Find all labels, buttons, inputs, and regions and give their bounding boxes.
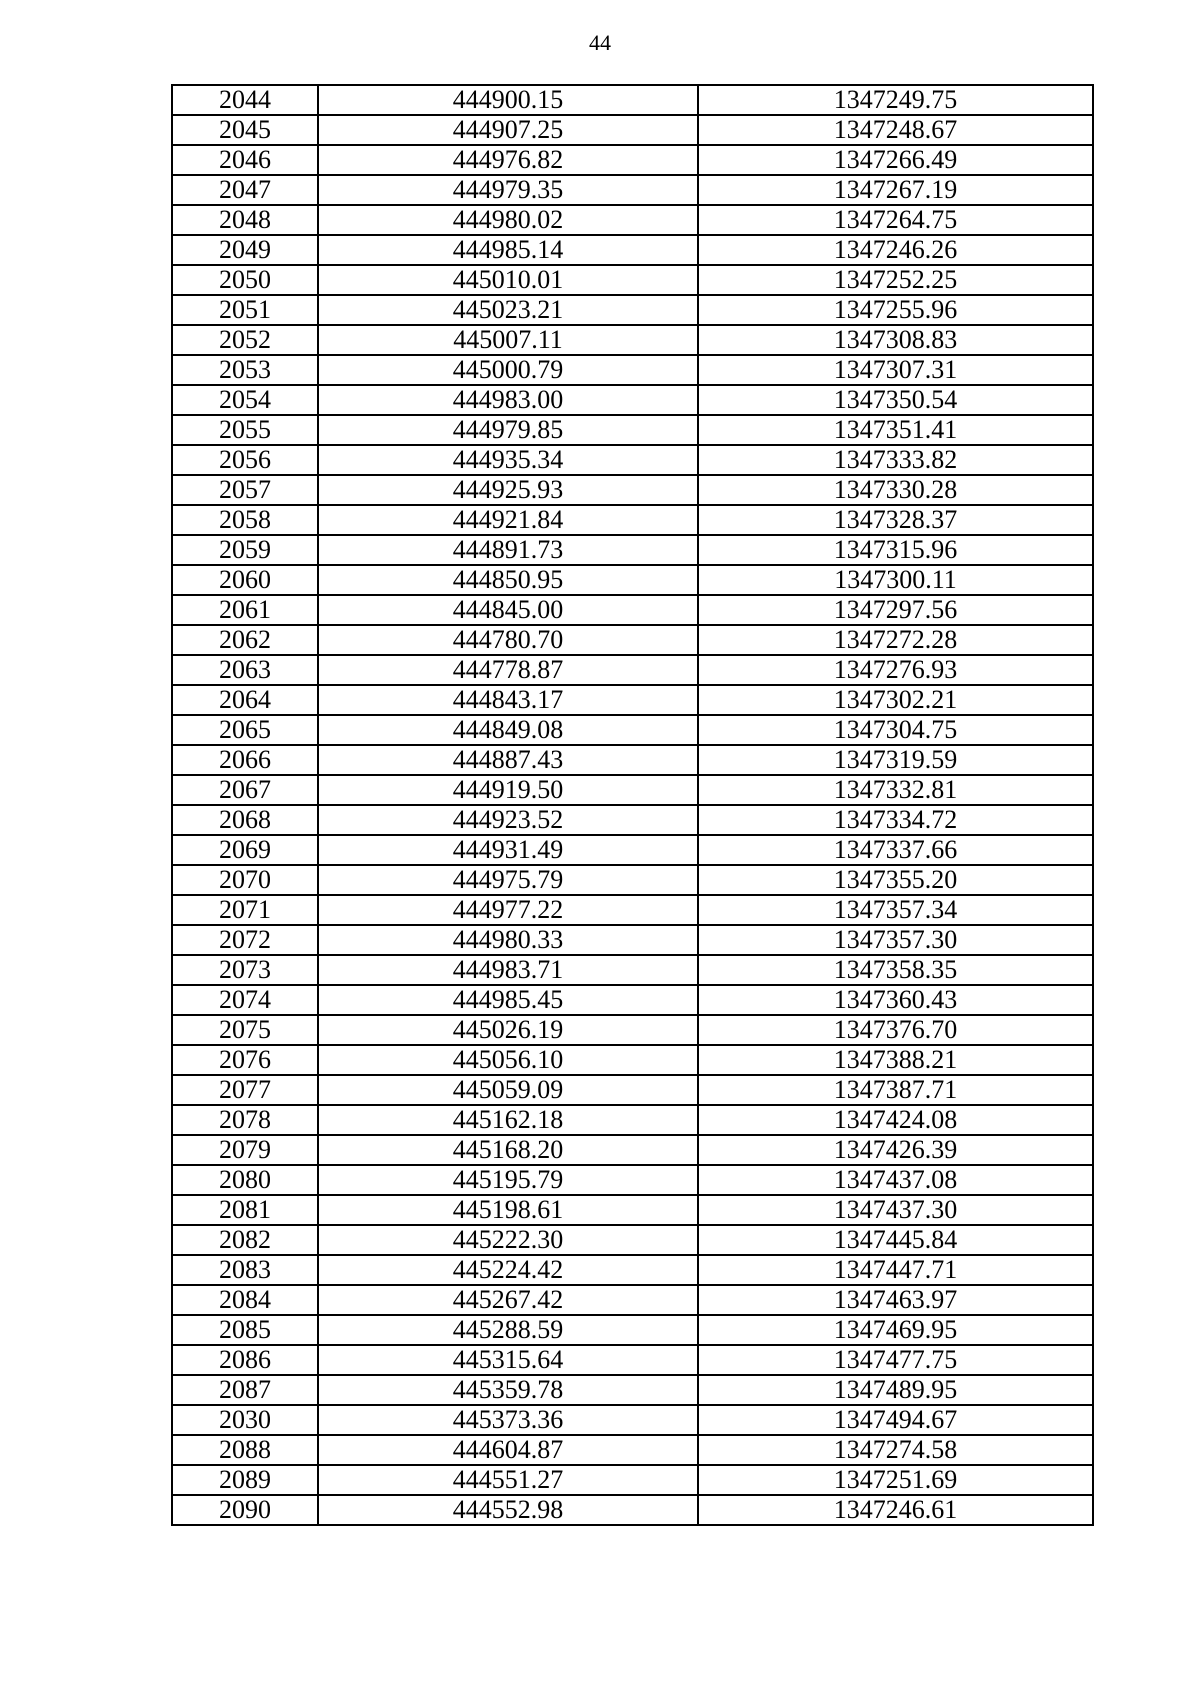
x-coordinate-cell: 444551.27 (318, 1465, 698, 1495)
y-coordinate-cell: 1347426.39 (698, 1135, 1093, 1165)
y-coordinate-cell: 1347358.35 (698, 955, 1093, 985)
x-coordinate-cell: 444552.98 (318, 1495, 698, 1525)
y-coordinate-cell: 1347274.58 (698, 1435, 1093, 1465)
point-number-cell: 2087 (172, 1375, 318, 1405)
table-row (172, 565, 1093, 595)
point-number-cell: 2061 (172, 595, 318, 625)
point-number-cell: 2044 (172, 85, 318, 115)
point-number-cell: 2030 (172, 1405, 318, 1435)
y-coordinate-cell: 1347302.21 (698, 685, 1093, 715)
point-number-cell: 2073 (172, 955, 318, 985)
y-coordinate-cell: 1347267.19 (698, 175, 1093, 205)
x-coordinate-cell: 444925.93 (318, 475, 698, 505)
x-coordinate-cell: 444980.33 (318, 925, 698, 955)
x-coordinate-cell: 444921.84 (318, 505, 698, 535)
table-row (172, 955, 1093, 985)
point-number-cell: 2054 (172, 385, 318, 415)
point-number-cell: 2085 (172, 1315, 318, 1345)
y-coordinate-cell: 1347477.75 (698, 1345, 1093, 1375)
table-row (172, 475, 1093, 505)
x-coordinate-cell: 444983.71 (318, 955, 698, 985)
y-coordinate-cell: 1347333.82 (698, 445, 1093, 475)
table-row (172, 175, 1093, 205)
y-coordinate-cell: 1347463.97 (698, 1285, 1093, 1315)
point-number-cell: 2052 (172, 325, 318, 355)
y-coordinate-cell: 1347351.41 (698, 415, 1093, 445)
point-number-cell: 2086 (172, 1345, 318, 1375)
x-coordinate-cell: 444891.73 (318, 535, 698, 565)
x-coordinate-cell: 444845.00 (318, 595, 698, 625)
x-coordinate-cell: 445224.42 (318, 1255, 698, 1285)
table-row (172, 1225, 1093, 1255)
point-number-cell: 2056 (172, 445, 318, 475)
table-row (172, 445, 1093, 475)
point-number-cell: 2084 (172, 1285, 318, 1315)
table-row (172, 325, 1093, 355)
point-number-cell: 2047 (172, 175, 318, 205)
point-number-cell: 2080 (172, 1165, 318, 1195)
y-coordinate-cell: 1347300.11 (698, 565, 1093, 595)
table-row (172, 865, 1093, 895)
y-coordinate-cell: 1347330.28 (698, 475, 1093, 505)
table-row (172, 595, 1093, 625)
y-coordinate-cell: 1347376.70 (698, 1015, 1093, 1045)
y-coordinate-cell: 1347252.25 (698, 265, 1093, 295)
table-row (172, 895, 1093, 925)
y-coordinate-cell: 1347332.81 (698, 775, 1093, 805)
table-row (172, 385, 1093, 415)
coordinates-table (171, 84, 1094, 1526)
x-coordinate-cell: 444935.34 (318, 445, 698, 475)
table-row (172, 1315, 1093, 1345)
table-row (172, 535, 1093, 565)
y-coordinate-cell: 1347255.96 (698, 295, 1093, 325)
x-coordinate-cell: 444604.87 (318, 1435, 698, 1465)
table-row (172, 1345, 1093, 1375)
x-coordinate-cell: 444923.52 (318, 805, 698, 835)
table-row (172, 805, 1093, 835)
table-row (172, 85, 1093, 115)
x-coordinate-cell: 444919.50 (318, 775, 698, 805)
point-number-cell: 2064 (172, 685, 318, 715)
point-number-cell: 2068 (172, 805, 318, 835)
point-number-cell: 2083 (172, 1255, 318, 1285)
y-coordinate-cell: 1347337.66 (698, 835, 1093, 865)
table-row (172, 205, 1093, 235)
point-number-cell: 2089 (172, 1465, 318, 1495)
y-coordinate-cell: 1347334.72 (698, 805, 1093, 835)
y-coordinate-cell: 1347350.54 (698, 385, 1093, 415)
point-number-cell: 2088 (172, 1435, 318, 1465)
table-row (172, 355, 1093, 385)
y-coordinate-cell: 1347387.71 (698, 1075, 1093, 1105)
point-number-cell: 2046 (172, 145, 318, 175)
point-number-cell: 2057 (172, 475, 318, 505)
table-row (172, 1465, 1093, 1495)
point-number-cell: 2058 (172, 505, 318, 535)
y-coordinate-cell: 1347315.96 (698, 535, 1093, 565)
y-coordinate-cell: 1347469.95 (698, 1315, 1093, 1345)
y-coordinate-cell: 1347355.20 (698, 865, 1093, 895)
y-coordinate-cell: 1347266.49 (698, 145, 1093, 175)
point-number-cell: 2081 (172, 1195, 318, 1225)
x-coordinate-cell: 445162.18 (318, 1105, 698, 1135)
x-coordinate-cell: 445023.21 (318, 295, 698, 325)
point-number-cell: 2049 (172, 235, 318, 265)
y-coordinate-cell: 1347272.28 (698, 625, 1093, 655)
point-number-cell: 2070 (172, 865, 318, 895)
table-row (172, 235, 1093, 265)
y-coordinate-cell: 1347445.84 (698, 1225, 1093, 1255)
x-coordinate-cell: 444985.14 (318, 235, 698, 265)
y-coordinate-cell: 1347297.56 (698, 595, 1093, 625)
point-number-cell: 2065 (172, 715, 318, 745)
point-number-cell: 2072 (172, 925, 318, 955)
x-coordinate-cell: 444780.70 (318, 625, 698, 655)
y-coordinate-cell: 1347264.75 (698, 205, 1093, 235)
x-coordinate-cell: 444979.85 (318, 415, 698, 445)
point-number-cell: 2071 (172, 895, 318, 925)
x-coordinate-cell: 444887.43 (318, 745, 698, 775)
page-number: 44 (589, 30, 611, 55)
x-coordinate-cell: 445026.19 (318, 1015, 698, 1045)
table-row (172, 415, 1093, 445)
x-coordinate-cell: 444931.49 (318, 835, 698, 865)
table-row (172, 1495, 1093, 1525)
x-coordinate-cell: 445056.10 (318, 1045, 698, 1075)
x-coordinate-cell: 444977.22 (318, 895, 698, 925)
y-coordinate-cell: 1347357.34 (698, 895, 1093, 925)
point-number-cell: 2055 (172, 415, 318, 445)
y-coordinate-cell: 1347276.93 (698, 655, 1093, 685)
point-number-cell: 2075 (172, 1015, 318, 1045)
x-coordinate-cell: 445195.79 (318, 1165, 698, 1195)
point-number-cell: 2062 (172, 625, 318, 655)
point-number-cell: 2090 (172, 1495, 318, 1525)
point-number-cell: 2063 (172, 655, 318, 685)
point-number-cell: 2077 (172, 1075, 318, 1105)
y-coordinate-cell: 1347304.75 (698, 715, 1093, 745)
table-row (172, 1255, 1093, 1285)
x-coordinate-cell: 444778.87 (318, 655, 698, 685)
x-coordinate-cell: 444983.00 (318, 385, 698, 415)
y-coordinate-cell: 1347360.43 (698, 985, 1093, 1015)
table-row (172, 685, 1093, 715)
y-coordinate-cell: 1347249.75 (698, 85, 1093, 115)
y-coordinate-cell: 1347424.08 (698, 1105, 1093, 1135)
table-row (172, 1165, 1093, 1195)
x-coordinate-cell: 445267.42 (318, 1285, 698, 1315)
table-row (172, 295, 1093, 325)
table-row (172, 655, 1093, 685)
point-number-cell: 2079 (172, 1135, 318, 1165)
y-coordinate-cell: 1347328.37 (698, 505, 1093, 535)
y-coordinate-cell: 1347437.30 (698, 1195, 1093, 1225)
x-coordinate-cell: 445359.78 (318, 1375, 698, 1405)
y-coordinate-cell: 1347307.31 (698, 355, 1093, 385)
x-coordinate-cell: 445198.61 (318, 1195, 698, 1225)
point-number-cell: 2078 (172, 1105, 318, 1135)
x-coordinate-cell: 445010.01 (318, 265, 698, 295)
x-coordinate-cell: 444907.25 (318, 115, 698, 145)
table-row (172, 835, 1093, 865)
table-row (172, 1195, 1093, 1225)
x-coordinate-cell: 444849.08 (318, 715, 698, 745)
table-row (172, 1405, 1093, 1435)
table-row (172, 1435, 1093, 1465)
point-number-cell: 2069 (172, 835, 318, 865)
point-number-cell: 2082 (172, 1225, 318, 1255)
table-row (172, 265, 1093, 295)
point-number-cell: 2059 (172, 535, 318, 565)
table-row (172, 745, 1093, 775)
point-number-cell: 2050 (172, 265, 318, 295)
coordinates-table-body (172, 85, 1093, 1525)
x-coordinate-cell: 445168.20 (318, 1135, 698, 1165)
y-coordinate-cell: 1347246.26 (698, 235, 1093, 265)
x-coordinate-cell: 445315.64 (318, 1345, 698, 1375)
x-coordinate-cell: 444975.79 (318, 865, 698, 895)
point-number-cell: 2076 (172, 1045, 318, 1075)
x-coordinate-cell: 445288.59 (318, 1315, 698, 1345)
table-row (172, 1075, 1093, 1105)
x-coordinate-cell: 445373.36 (318, 1405, 698, 1435)
table-row (172, 625, 1093, 655)
table-row (172, 1375, 1093, 1405)
x-coordinate-cell: 444985.45 (318, 985, 698, 1015)
x-coordinate-cell: 445222.30 (318, 1225, 698, 1255)
x-coordinate-cell: 445059.09 (318, 1075, 698, 1105)
y-coordinate-cell: 1347447.71 (698, 1255, 1093, 1285)
x-coordinate-cell: 444900.15 (318, 85, 698, 115)
x-coordinate-cell: 444850.95 (318, 565, 698, 595)
point-number-cell: 2067 (172, 775, 318, 805)
point-number-cell: 2060 (172, 565, 318, 595)
y-coordinate-cell: 1347251.69 (698, 1465, 1093, 1495)
point-number-cell: 2074 (172, 985, 318, 1015)
x-coordinate-cell: 444979.35 (318, 175, 698, 205)
table-row (172, 1015, 1093, 1045)
y-coordinate-cell: 1347494.67 (698, 1405, 1093, 1435)
table-row (172, 505, 1093, 535)
table-row (172, 1285, 1093, 1315)
y-coordinate-cell: 1347308.83 (698, 325, 1093, 355)
x-coordinate-cell: 444843.17 (318, 685, 698, 715)
point-number-cell: 2045 (172, 115, 318, 145)
point-number-cell: 2051 (172, 295, 318, 325)
table-row (172, 1105, 1093, 1135)
y-coordinate-cell: 1347489.95 (698, 1375, 1093, 1405)
x-coordinate-cell: 444980.02 (318, 205, 698, 235)
x-coordinate-cell: 445007.11 (318, 325, 698, 355)
table-row (172, 145, 1093, 175)
y-coordinate-cell: 1347357.30 (698, 925, 1093, 955)
point-number-cell: 2053 (172, 355, 318, 385)
table-row (172, 775, 1093, 805)
y-coordinate-cell: 1347248.67 (698, 115, 1093, 145)
y-coordinate-cell: 1347437.08 (698, 1165, 1093, 1195)
table-row (172, 985, 1093, 1015)
table-row (172, 1045, 1093, 1075)
point-number-cell: 2066 (172, 745, 318, 775)
table-row (172, 1135, 1093, 1165)
table-row (172, 925, 1093, 955)
x-coordinate-cell: 445000.79 (318, 355, 698, 385)
table-row (172, 115, 1093, 145)
y-coordinate-cell: 1347388.21 (698, 1045, 1093, 1075)
point-number-cell: 2048 (172, 205, 318, 235)
table-row (172, 715, 1093, 745)
y-coordinate-cell: 1347246.61 (698, 1495, 1093, 1525)
x-coordinate-cell: 444976.82 (318, 145, 698, 175)
y-coordinate-cell: 1347319.59 (698, 745, 1093, 775)
